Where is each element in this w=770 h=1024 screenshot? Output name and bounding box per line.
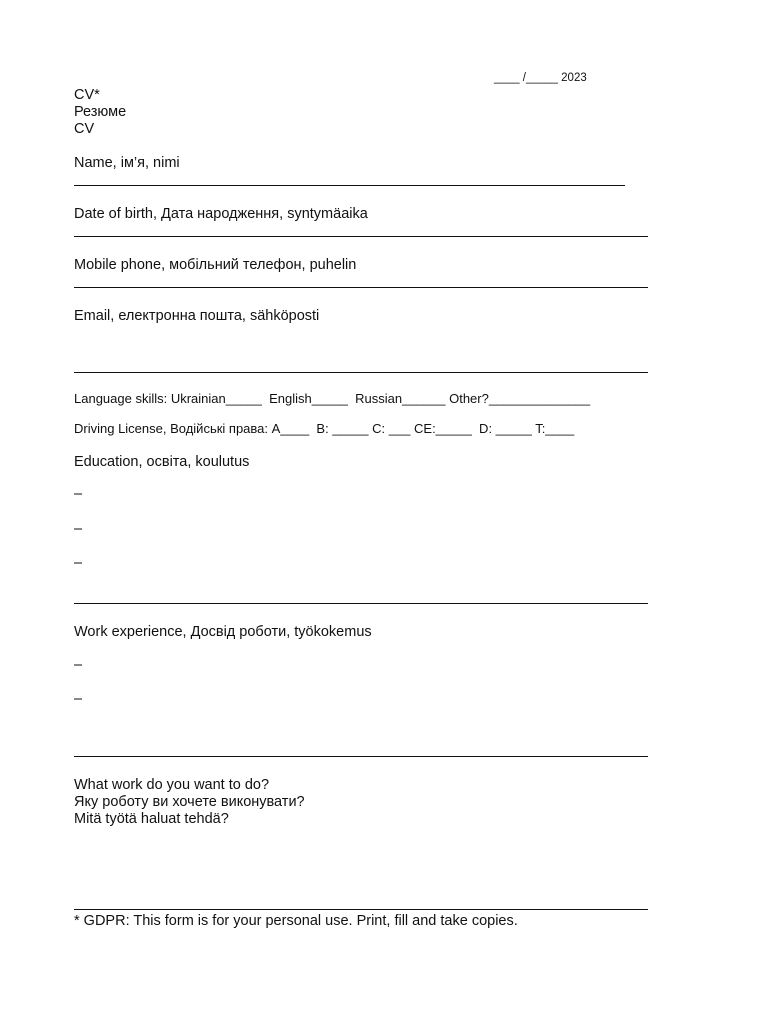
- name-line[interactable]: [74, 185, 625, 186]
- wish-line[interactable]: [74, 909, 648, 910]
- work-line[interactable]: [74, 756, 648, 757]
- title-cv-finnish: CV: [74, 121, 95, 137]
- education-line[interactable]: [74, 603, 648, 604]
- work-label: Work experience, Досвід роботи, työkokemus: [74, 624, 372, 640]
- work-bullet: –: [74, 657, 83, 673]
- dob-label: Date of birth, Дата народження, syntymäaika: [74, 206, 368, 222]
- phone-label: Mobile phone, мобільний телефон, puhelin: [74, 257, 357, 273]
- title-resume-ukrainian: Резюме: [74, 104, 127, 120]
- phone-line[interactable]: [74, 287, 648, 288]
- name-label: Name, ім’я, nimi: [74, 155, 180, 171]
- gdpr-footnote: * GDPR: This form is for your personal use. Print, fill and take copies.: [74, 913, 518, 929]
- wish-question-finnish: Mitä työtä haluat tehdä?: [74, 811, 229, 827]
- email-label: Email, електронна пошта, sähköposti: [74, 308, 320, 324]
- email-line[interactable]: [74, 372, 648, 373]
- title-cv: CV*: [74, 87, 100, 103]
- wish-question-ukrainian: Яку роботу ви хочете виконувати?: [74, 794, 305, 810]
- education-bullet: –: [74, 521, 83, 537]
- wish-question-english: What work do you want to do?: [74, 777, 270, 793]
- dob-line[interactable]: [74, 236, 648, 237]
- education-bullet: –: [74, 555, 83, 571]
- driving-license: Driving License, Водійські права: A____ B: _____ C: ___ CE:_____ D: _____ T:____: [74, 421, 575, 436]
- education-bullet: –: [74, 486, 83, 502]
- language-skills: Language skills: Ukrainian_____ English_____ Russian______ Other?______________: [74, 391, 591, 406]
- date-line: ____ /_____ 2023: [494, 72, 587, 84]
- education-label: Education, освіта, koulutus: [74, 454, 250, 470]
- work-bullet: –: [74, 691, 83, 707]
